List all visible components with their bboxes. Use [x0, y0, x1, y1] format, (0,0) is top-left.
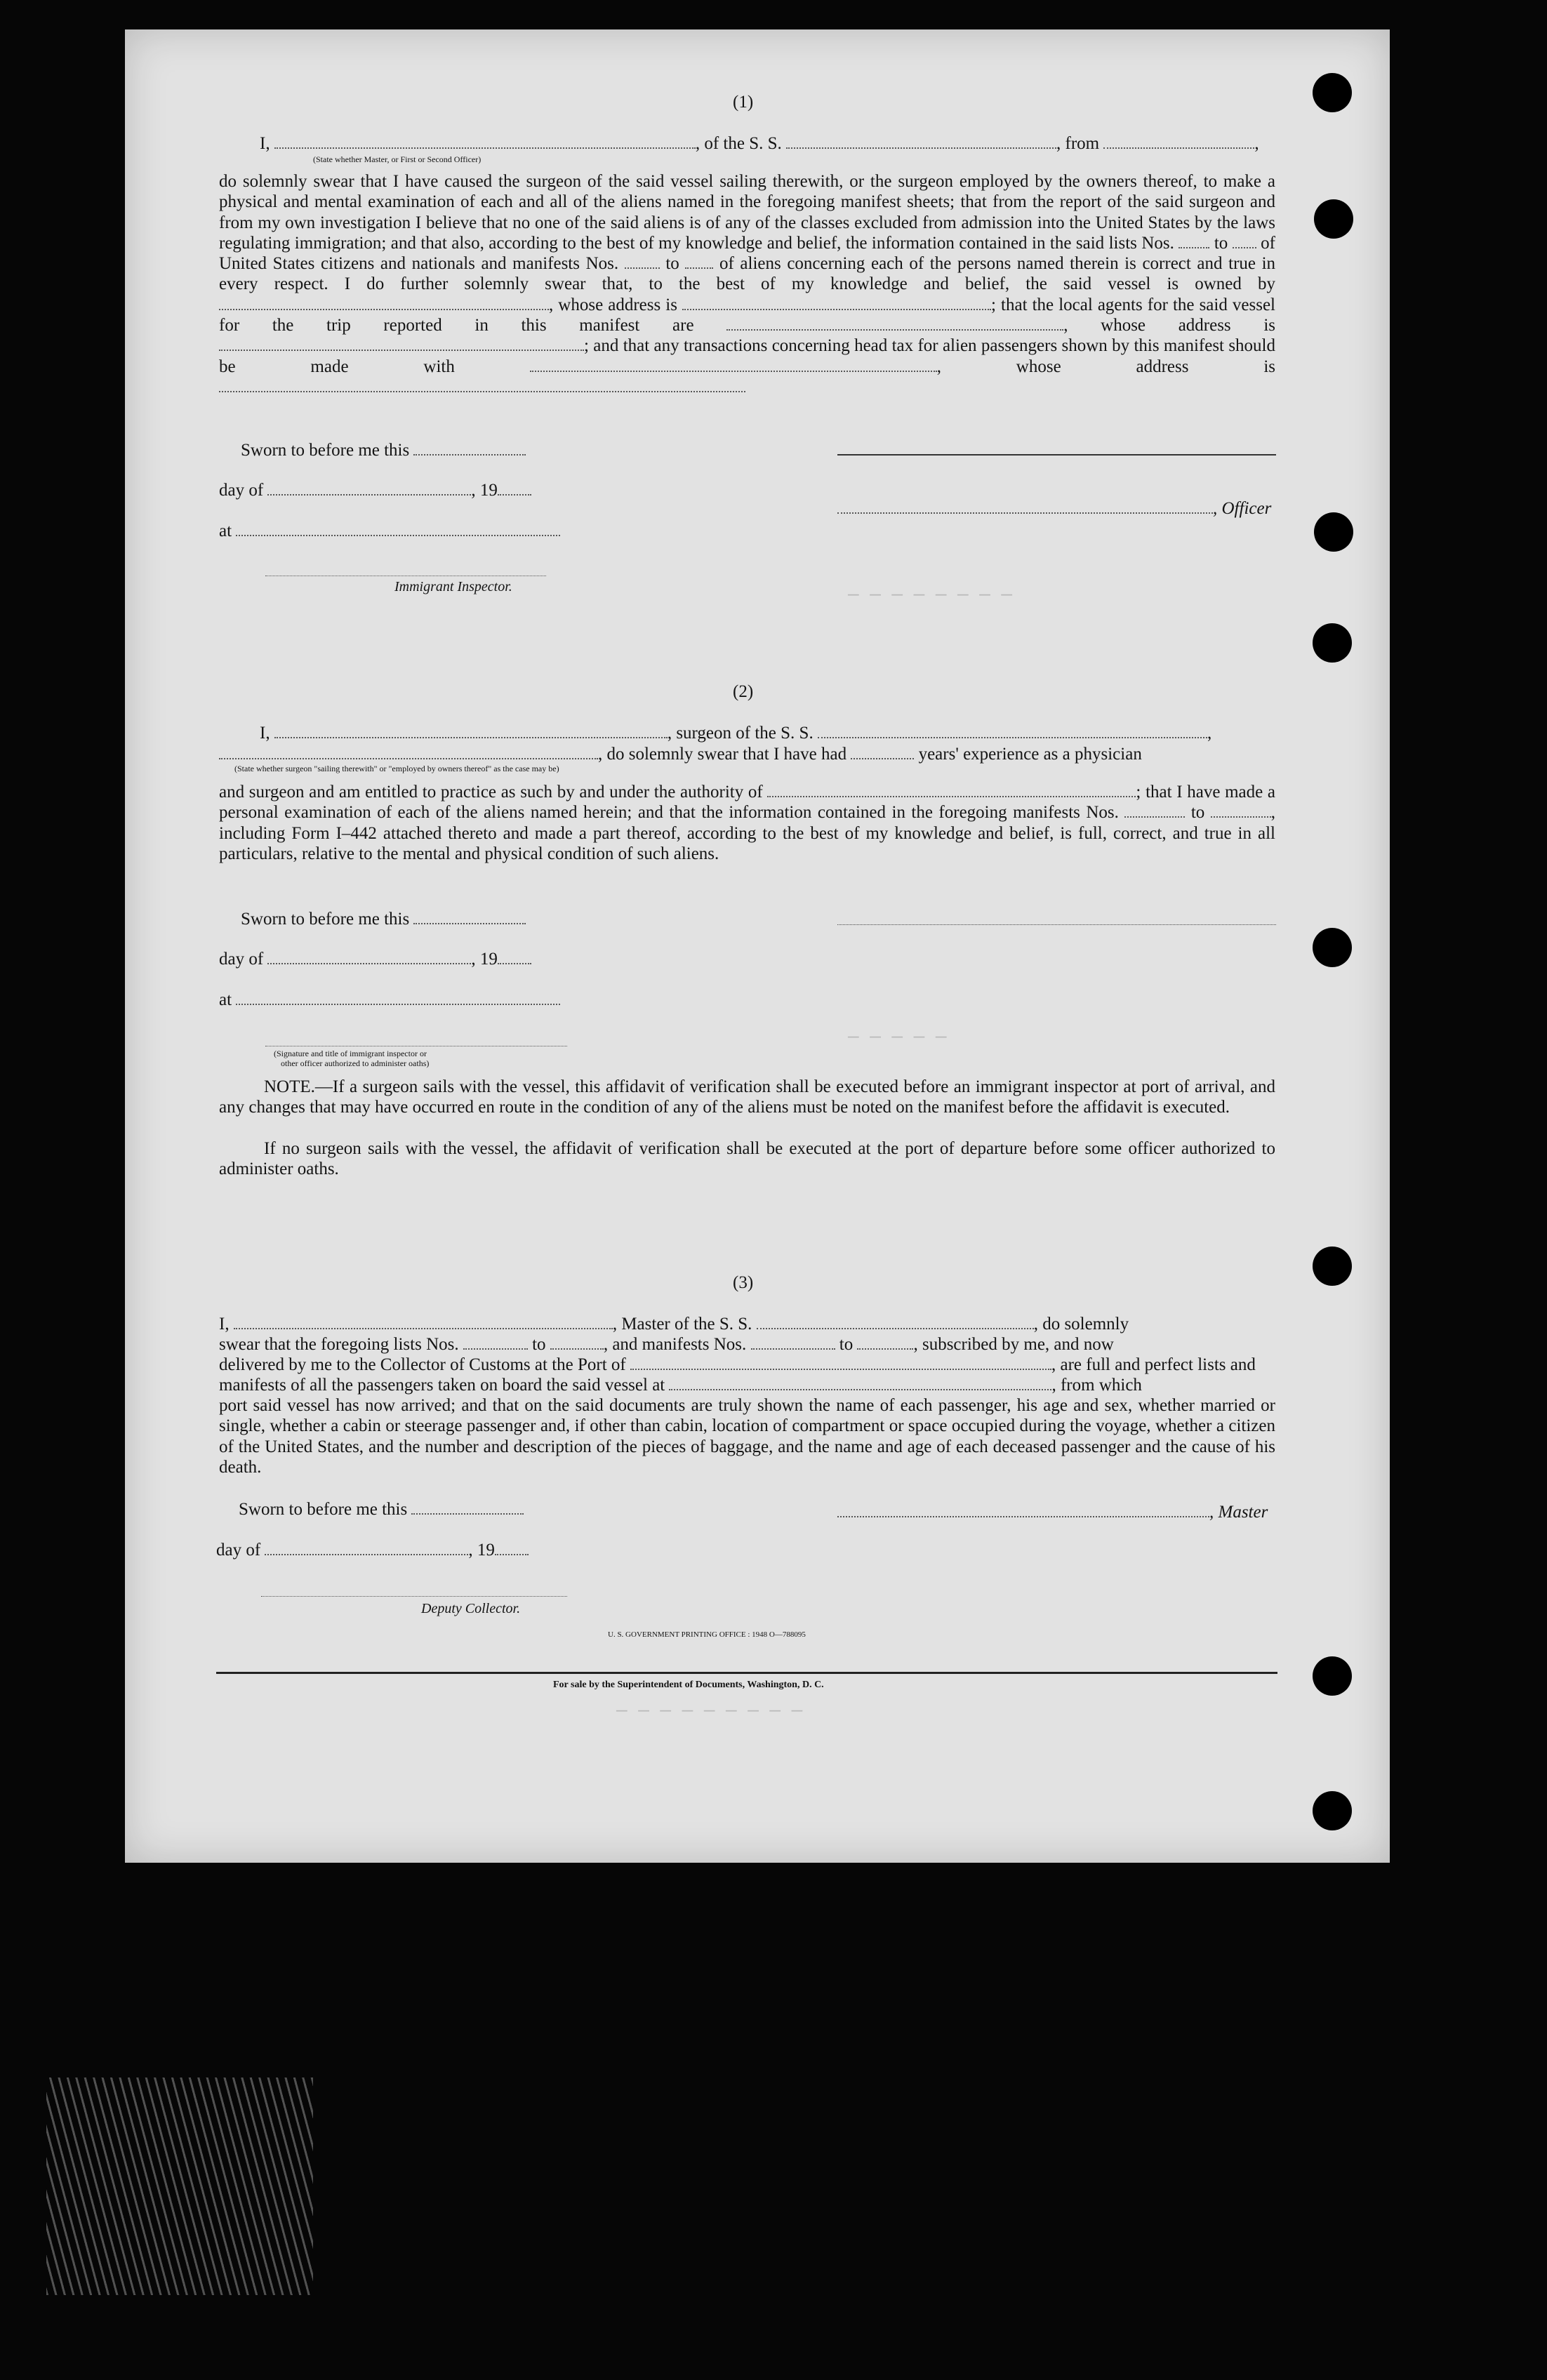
delivered-text: delivered by me to the Collector of Customs at the Port of	[219, 1355, 626, 1374]
embarkation-port-field[interactable]	[669, 1388, 1051, 1390]
i-label: I,	[260, 134, 270, 153]
do-solemnly-text: , do solemnly swear that I have had	[598, 745, 847, 764]
year-field[interactable]	[498, 962, 531, 964]
punch-hole	[1313, 623, 1352, 663]
year-prefix: , 19	[471, 481, 498, 500]
oath-text: that I have made a personal examination of each of the aliens named herein; and that the information contained in the foregoing manifests Nos.	[219, 783, 1276, 823]
authority-field[interactable]	[767, 795, 1136, 797]
lists-to-field[interactable]	[1233, 246, 1256, 248]
full-perfect-text: , are full and perfect lists and	[1051, 1355, 1256, 1374]
manifests-from-field[interactable]	[625, 267, 660, 269]
head-tax-text: ; and that any transactions concerning head tax for alien passengers shown by this manifest should be made with	[219, 336, 1275, 376]
oath-text-2: , including Form I–442 attached thereto and made a part thereof, according to the best of my knowledge and belief, is full, correct, and true in all particulars, relative to the mental and physical condition of such aliens.	[219, 803, 1276, 863]
to-label: to	[532, 1335, 546, 1354]
place-field[interactable]	[236, 1003, 560, 1005]
lists-to-field[interactable]	[550, 1348, 604, 1350]
vessel-name-field[interactable]	[757, 1327, 1034, 1329]
day-of-line-3	[216, 1540, 529, 1560]
manifests-to-field[interactable]	[685, 267, 713, 269]
section-2-oath-text	[219, 782, 1275, 864]
manifests-to-field[interactable]	[1211, 816, 1271, 818]
day-of-label: day of	[219, 481, 264, 500]
semicolon: ;	[1136, 783, 1141, 802]
master-name-field[interactable]	[234, 1327, 613, 1329]
years-experience-text: years' experience as a physician	[918, 745, 1142, 764]
vessel-name-field[interactable]	[818, 736, 1207, 738]
at-label: at	[219, 521, 232, 540]
semicolon: ;	[991, 295, 996, 314]
punch-hole	[1313, 1656, 1352, 1696]
from-label: , from	[1056, 134, 1100, 153]
i-label: I,	[260, 724, 270, 743]
bleed-through-text: — — — — — — — — —	[616, 1700, 803, 1721]
officer-rank-field[interactable]	[274, 147, 696, 149]
sworn-label: Sworn to before me this	[239, 1500, 408, 1519]
manifests-to-field[interactable]	[857, 1348, 913, 1350]
section-2-number: (2)	[733, 682, 754, 701]
surgeon-of-label: , surgeon of the S. S.	[667, 724, 814, 743]
month-field[interactable]	[267, 493, 471, 496]
comma: ,	[1063, 316, 1068, 335]
month-field[interactable]	[267, 962, 471, 964]
footer-rule	[216, 1672, 1277, 1674]
to-label: to	[1190, 803, 1205, 823]
sworn-day-field[interactable]	[413, 922, 526, 924]
bleed-through-text: — — — — — — — —	[848, 584, 1013, 605]
owner-field[interactable]	[219, 308, 549, 310]
to-label: to	[665, 254, 679, 274]
swear-lists-text: swear that the foregoing lists Nos.	[219, 1335, 459, 1354]
year-prefix: , 19	[468, 1541, 495, 1560]
departure-port-field[interactable]	[1103, 147, 1254, 149]
do-solemnly-text: , do solemnly	[1033, 1315, 1129, 1334]
section-1-number: (1)	[733, 93, 754, 112]
sworn-label: Sworn to before me this	[241, 441, 410, 460]
master-signature-field[interactable]	[837, 1515, 1209, 1517]
master-of-label: , Master of the S. S.	[612, 1315, 752, 1334]
day-of-label: day of	[216, 1541, 261, 1560]
bleed-through-text: — — — — —	[848, 1026, 947, 1047]
sworn-day-field[interactable]	[411, 1513, 524, 1515]
film-artifact	[46, 2077, 313, 2295]
manifests-from-field[interactable]	[1124, 816, 1185, 818]
years-field[interactable]	[851, 757, 914, 759]
local-agents-text: that the local agents for the said vessel for the trip reported in this manifest are	[219, 295, 1276, 335]
sworn-label: Sworn to before me this	[241, 910, 410, 929]
sworn-line-3	[239, 1499, 524, 1520]
printing-office-line: U. S. GOVERNMENT PRINTING OFFICE : 1948 O—788095	[608, 1630, 806, 1639]
master-line	[837, 1502, 1268, 1522]
surgeon-status-note: (State whether surgeon "sailing therewith" or "employed by owners thereof" as the case may be)	[234, 764, 559, 773]
manifests-all-text: manifests of all the passengers taken on board the said vessel at	[219, 1376, 665, 1395]
punch-hole	[1313, 928, 1352, 967]
to-label: to	[1214, 233, 1228, 253]
at-label: at	[219, 990, 232, 1009]
place-field[interactable]	[236, 534, 560, 536]
note-paragraph-2: If no surgeon sails with the vessel, the affidavit of verification shall be executed at the port of departure before some officer authorized to administer oaths.	[219, 1139, 1275, 1179]
officer-signature-field[interactable]	[837, 512, 1213, 514]
authority-text: and surgeon and am entitled to practice as such by and under the authority of	[219, 783, 763, 802]
immigrant-inspector-label: Immigrant Inspector.	[394, 579, 512, 594]
sworn-line	[241, 440, 526, 460]
whose-address-label: , whose address is	[936, 357, 1275, 376]
section-3-line-2	[219, 1334, 1114, 1355]
lists-from-field[interactable]	[1178, 246, 1209, 248]
agents-address-field[interactable]	[219, 349, 584, 351]
year-prefix: , 19	[471, 950, 498, 969]
surgeon-status-field[interactable]	[219, 757, 598, 759]
section-2-line-1	[260, 723, 1211, 743]
punch-hole	[1313, 1791, 1352, 1830]
surgeon-name-field[interactable]	[274, 736, 668, 738]
and-manifests-text: , and manifests Nos.	[603, 1335, 747, 1354]
oath-text-2: of United States citizens and nationals and manifests Nos.	[219, 233, 1275, 274]
head-tax-address-field[interactable]	[219, 390, 745, 392]
from-which-text: , from which	[1051, 1376, 1142, 1395]
signature-line	[837, 454, 1276, 456]
at-line-2	[219, 990, 560, 1010]
note-paragraph-1: NOTE.—If a surgeon sails with the vessel, this affidavit of verification shall be executed before an immigrant inspector at port of arrival, and any changes that may have occurred en route in the condition of any of the aliens must be noted on the manifest before the affidavit is executed.	[219, 1077, 1275, 1117]
section-3-line-1	[219, 1314, 1129, 1334]
whose-address-label: , whose address is	[549, 295, 677, 314]
signature-note-1: (Signature and title of immigrant inspector or	[274, 1049, 427, 1058]
section-3-line-3	[219, 1355, 1256, 1375]
oath-text-1: do solemnly swear that I have caused the surgeon of the said vessel sailing therewith, or the surgeon employed by the owners thereof, to make a physical and mental examination of each and all of the aliens named in the foregoing manifest sheets; that from the report of the said surgeon and from my own investigation I believe that no one of the said aliens is of any of the classes excluded from admission into the United States by the laws regulating immigration; and that also, according to the best of my knowledge and belief, the information contained in the said lists Nos.	[219, 172, 1275, 253]
punch-hole	[1314, 199, 1353, 239]
local-agents-field[interactable]	[726, 328, 1063, 331]
sworn-line-2	[241, 909, 526, 929]
section-3-line-4	[219, 1375, 1142, 1395]
vessel-name-field[interactable]	[786, 147, 1056, 149]
section-1-oath-text	[219, 171, 1275, 397]
owner-address-field[interactable]	[682, 308, 991, 310]
for-sale-line: For sale by the Superintendent of Documents, Washington, D. C.	[553, 1680, 824, 1690]
collector-signature-line	[261, 1596, 567, 1597]
of-ss-label: , of the S. S.	[695, 134, 782, 153]
section-3-number: (3)	[733, 1273, 754, 1292]
day-of-line	[219, 480, 531, 500]
section-1-line-1	[260, 133, 1259, 154]
sworn-day-field[interactable]	[413, 453, 526, 456]
officer-line	[837, 498, 1271, 519]
officer-rank-note: (State whether Master, or First or Second Officer)	[313, 154, 482, 164]
port-field[interactable]	[630, 1368, 1051, 1370]
surgeon-signature-line	[837, 924, 1276, 925]
to-label: to	[839, 1335, 854, 1354]
subscribed-text: , subscribed by me, and now	[913, 1335, 1114, 1354]
head-tax-agent-field[interactable]	[530, 370, 937, 372]
punch-hole	[1313, 73, 1352, 112]
i-label: I,	[219, 1315, 230, 1334]
deputy-collector-label: Deputy Collector.	[421, 1601, 521, 1616]
year-field[interactable]	[495, 1553, 529, 1555]
comma: ,	[1207, 724, 1212, 743]
punch-hole	[1314, 512, 1353, 552]
manifests-from-field[interactable]	[751, 1348, 835, 1350]
day-of-label: day of	[219, 950, 264, 969]
whose-address-label: whose address is	[1101, 316, 1276, 335]
signature-note-2: other officer authorized to administer oaths)	[281, 1058, 430, 1068]
section-2-line-2	[219, 744, 1142, 764]
year-field[interactable]	[498, 493, 531, 496]
master-label: , Master	[1209, 1503, 1268, 1522]
officer-label: , Officer	[1213, 499, 1272, 518]
at-line	[219, 521, 560, 541]
section-3-oath-text: port said vessel has now arrived; and that on the said documents are truly shown the name of each passenger, his age and sex, whether married or single, whether a cabin or steerage passenger and, if other than cabin, location of compartment or space occupied during the voyage, whether a citizen of the United States, and the number and description of the pieces of baggage, and the name and age of each deceased passenger and the cause of his death.	[219, 1396, 1275, 1477]
day-of-line-2	[219, 949, 531, 969]
lists-from-field[interactable]	[463, 1348, 528, 1350]
oath-text-3: of aliens concerning each of the persons named therein is correct and true in every respect. I do further solemnly swear that, to the best of my knowledge and belief, the said vessel is owned by	[219, 254, 1276, 294]
month-field[interactable]	[265, 1553, 468, 1555]
comma: ,	[1254, 134, 1259, 153]
punch-hole	[1313, 1246, 1352, 1286]
form-page	[125, 29, 1390, 1863]
